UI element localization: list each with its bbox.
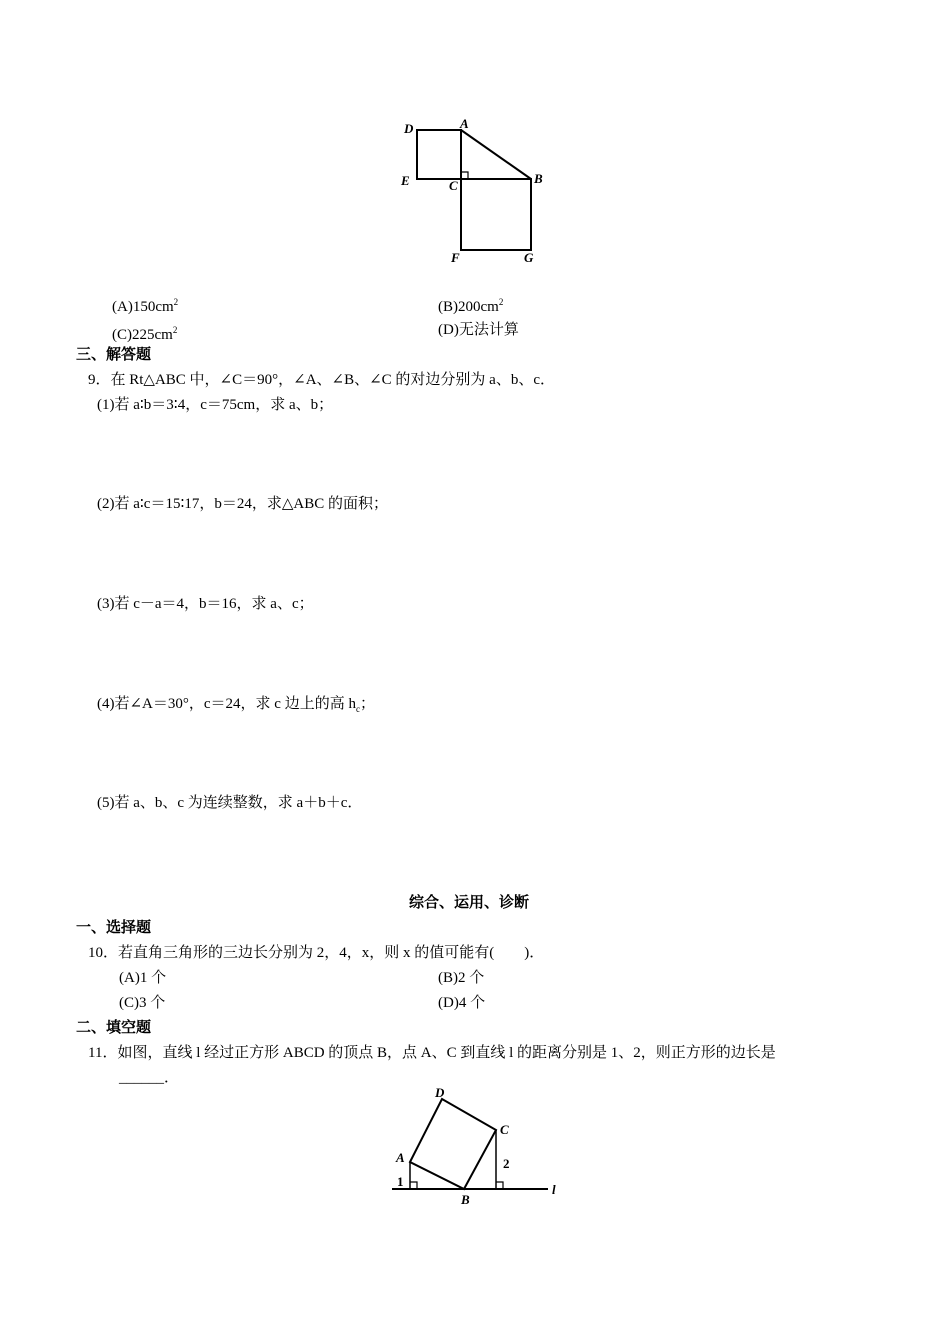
- label-D: D: [435, 1085, 445, 1100]
- q8-option-b: $(B)200cm^2$: [438, 297, 504, 315]
- hypotenuse-AB: [461, 130, 531, 179]
- q9-part-5: (5)若 a、b、c 为连续整数，求 a＋b＋c．: [97, 795, 363, 811]
- q8-option-c: $(C)225cm^2$: [112, 325, 178, 343]
- small-square-DACE: [417, 130, 461, 179]
- label-distance-1: 1: [397, 1174, 404, 1189]
- figure-squares-triangle: [395, 115, 555, 270]
- q10-option-c: (C)3 个: [119, 995, 166, 1011]
- label-C: C: [500, 1122, 509, 1137]
- label-distance-2: 2: [503, 1156, 510, 1171]
- label-F: F: [451, 250, 460, 265]
- q9-stem: 9．在 Rt△ABC 中，∠C＝90°，∠A、∠B、∠C 的对边分别为 a、b、c．: [88, 372, 555, 388]
- label-B: B: [461, 1192, 470, 1207]
- section-3-heading: 三、解答题: [76, 347, 152, 363]
- q9-part-1: (1)若 a∶b＝3∶4，c＝75cm，求 a、b；: [97, 397, 334, 413]
- q8-option-a: $(A)150cm^2$: [112, 297, 179, 315]
- q11-line-1: 11．如图，直线 l 经过正方形 ABCD 的顶点 B，点 A、C 到直线 l 的距离分别是 1、2，则正方形的边长是: [88, 1045, 776, 1061]
- q9-part-4: (4)若∠A＝30°，c＝24，求 c 边上的高 $h_c$；: [97, 696, 375, 714]
- right-angle-mark: [461, 172, 468, 179]
- section-2-heading: 二、填空题: [76, 1020, 152, 1036]
- figure-square-on-line: [385, 1082, 570, 1212]
- q10-stem: 10．若直角三角形的三边长分别为 2，4，x，则 x 的值可能有( )．: [88, 945, 545, 961]
- label-A: A: [396, 1150, 405, 1165]
- q10-option-b: (B)2 个: [438, 970, 485, 986]
- q9-part-3: (3)若 c－a＝4，b＝16，求 a、c；: [97, 596, 314, 612]
- section-1-heading: 一、选择题: [76, 920, 152, 936]
- label-E: E: [401, 173, 410, 188]
- label-D: D: [404, 121, 414, 136]
- label-A: A: [460, 116, 469, 131]
- label-l: l: [552, 1182, 556, 1197]
- label-B: B: [534, 171, 543, 186]
- right-angle-mark-a: [410, 1182, 417, 1189]
- q9-part-2: (2)若 a∶c＝15∶17，b＝24，求△ABC 的面积；: [97, 496, 388, 512]
- q11-line-2: ______．: [119, 1070, 180, 1086]
- q10-option-a: (A)1 个: [119, 970, 167, 986]
- q10-option-d: (D)4 个: [438, 995, 486, 1011]
- right-angle-mark-c: [496, 1182, 503, 1189]
- label-C: C: [449, 178, 458, 193]
- q8-option-d: (D)无法计算: [438, 322, 519, 338]
- square-ABCD: [410, 1099, 496, 1189]
- label-G: G: [524, 250, 534, 265]
- large-square-CBGF: [461, 179, 531, 250]
- section-title: 综合、运用、诊断: [409, 895, 530, 911]
